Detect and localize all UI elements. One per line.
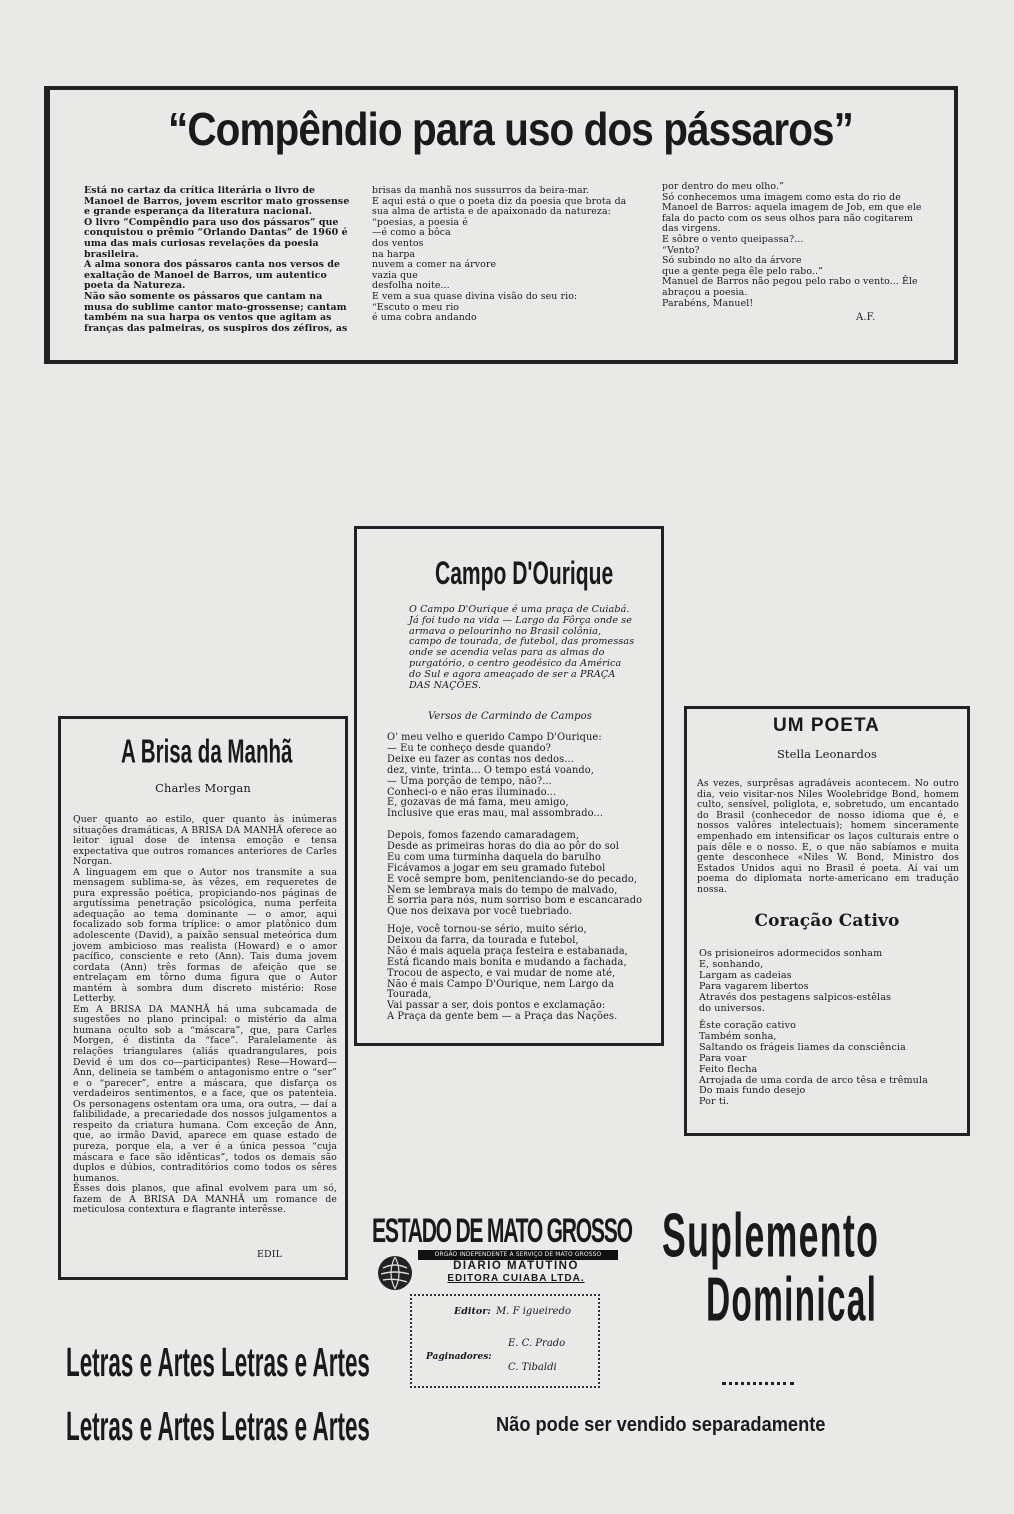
masthead-line-1: DIARIO MATUTINO xyxy=(453,1260,579,1272)
compendio-signature: A.F. xyxy=(856,312,876,323)
globe-icon xyxy=(378,1256,412,1290)
compendio-title: “Compêndio para uso dos pássaros” xyxy=(168,104,853,156)
compendio-column-1: Está no cartaz da crítica literária o livro de Manoel de Barros, jovem escritor mato grossense e grande esperança da literatura nacional. O livro “Compêndio para uso dos pássaros” que conquistou o prêmio “Orlando Dantas” de 1960 é uma das mais curiosas revelações da poesia brasileira. A alma sonora dos pássaros canta nos versos de exaltação de Manoel de Barros, um autentico poeta da Natureza. Não são somente os pássaros que cantam na musa do sublime cantor mato-grossense; cantam também na sua harpa os ventos que agitam as franças das palmeiras, os suspiros dos zéfiros, as xyxy=(84,185,350,334)
compendio-article xyxy=(44,86,958,364)
poeta-poem-title: Coração Cativo xyxy=(754,911,900,931)
editor-name: M. F igueiredo xyxy=(496,1306,571,1317)
letras-artes-line-1: Letras e Artes Letras e Artes xyxy=(66,1340,370,1386)
poeta-title: UM POETA xyxy=(773,715,880,736)
masthead-tagline: ORGÃO INDEPENDENTE A SERVIÇO DE MATO GROSSO xyxy=(434,1251,602,1258)
brisa-signature: EDIL xyxy=(257,1249,283,1260)
letras-artes-line-2: Letras e Artes Letras e Artes xyxy=(66,1404,370,1450)
brisa-body: Quer quanto ao estilo, quer quanto às inúmeras situações dramáticas, A BRISA DA MANHÃ oferece ao leitor igual dose de intensa emoção e tensa expectativa que outros romances anteriores de Carles Norgan. A linguagem em que o Autor nos transmite a sua mensagem sublima-se, às vêzes, em requeretes de pura expressão poética, propiciando-nos páginas de argutíssima penetração psicológica, numa perfeita adequação ao tema dominante — o amor, aqui focalizado sob forma tríplice: o amor platônico dum adolescente (David), a paixão sensual meteórica dum jovem ambicioso mas realista (Howard) e o amor pacífico, consciente e reto (Ann). Tais duma jovem cordata (Ann) três formas de afeição que se entrelaçam em tôrno duma figura que o Autor mantém à sombra dum discreto mistério: Rose Letterby. Em A BRISA DA MANHÃ há uma subcamada de sugestões no plano principal: o mistério da alma humana oculto sob a “máscara”, que, para Carles Morgen, é distinta da “face”. Paralelamente às relações triangulares (aliás quadrangulares, pois Devid é um dos co—participantes) Rese—Howard—Ann, delineia se também o antagonismo entre o “ser” e o “parecer”, entre a máscara, que disfarça os verdadeiros sentimentos, e a face, que os patenteia. Os personagens ostentam ora uma, ora outra, — daí a falibilidade, a precariedade dos nossos julgamentos a respeito da criatura humana. Com exceção de Ann, que, ao irmão David, aparece em quase estado de pureza, porque ela, a ver é a única pessoa “cuja máscara e face são idênticas”, todos os demais são duplos e dúbios, contraditórios como todos os sêres humanos. Êsses dois planos, que afinal evolvem para um só, fazem de A BRISA DA MANHÃ um romance de meticulosa contextura e flagrante interêsse. xyxy=(73,814,337,1216)
brisa-author: Charles Morgan xyxy=(155,781,251,795)
masthead-line-2: EDITORA CUIABA LTDA. xyxy=(447,1273,585,1284)
suplemento-line-1: Suplemento xyxy=(662,1201,880,1271)
campo-ourique-stanza-2: Depois, fomos fazendo camaradagem, Desde as primeiras horas do dia ao pôr do sol Eu com uma turminha daquela do barulho Ficávamos a jogar em seu gramado futebol E você sempre bom, penitenciando-se do pecado, Nem se lembrava mais do tempo de malvado, E sorria para nós, num sorriso bom e escancarado Que nos deixava por você tuebriado. xyxy=(387,830,643,918)
campo-ourique-credit: Versos de Carmindo de Campos xyxy=(427,711,593,722)
pag-label: Paginadores: xyxy=(426,1352,492,1362)
campo-ourique-intro: O Campo D'Ourique é uma praça de Cuiabá. Já foi tudo na vida — Largo da Fôrça onde se armava o pelourinho no Brasil colônia, campo de tourada, de futebol, das promessas onde se acendia velas para as almas do purgatório, o centro geodésico da América do Sul e agora ameaçado de ser a PRAÇA DAS NAÇÕES. xyxy=(409,604,635,691)
campo-ourique-stanza-3: Hoje, você tornou-se sério, muito sério, Deixou da farra, da tourada e futebol, Não é mais aquela praça festeira e estabanada, Está ficando mais bonita e mudando a fachada, Trocou de aspecto, e vai mudar de nome até, Não é mais Campo D'Ourique, nem Largo da Tourada, Vai passar a ser, dois pontos e exclamação: A Praça da gente bem — a Praça das Nações. xyxy=(387,924,628,1023)
suplemento-line-2: Dominical xyxy=(706,1265,878,1335)
campo-ourique-title: Campo D'Ourique xyxy=(435,555,614,591)
campo-ourique-stanza-1: O' meu velho e querido Campo D'Ourique: — Eu te conheço desde quando? Deixe eu fazer as contas nos dedos... dez, vinte, trinta... O tempo está voando, — Uma porção de tempo, não?... Conheci-o e não eras iluminado... E, gozavas de má fama, meu amigo, Inclusive que eras mau, mal assombrado... xyxy=(387,732,604,820)
brisa-title: A Brisa da Manhã xyxy=(121,733,293,770)
pag-name-2: C. Tibaldi xyxy=(508,1362,557,1373)
compendio-column-3: por dentro do meu olho.” Só conhecemos uma imagem como esta do rio de Manoel de Barros: aquela imagem de Job, em que ele fala do pacto com os seus olhos para não cogitarem das virgens. E sôbre o vento queipassa?... “Vento? Só subindo no alto da árvore que a gente pega êle pelo rabo..” Manuel de Barros não pegou pelo rabo o vento... Êle abraçou a poesia. Parabéns, Manuel! xyxy=(662,181,922,309)
brisa-article xyxy=(58,716,348,1280)
pag-name-1: E. C. Prado xyxy=(508,1338,566,1349)
poeta-author: Stella Leonardos xyxy=(776,747,878,761)
editor-label: Editor: xyxy=(454,1306,491,1317)
credits-box xyxy=(410,1294,600,1388)
compendio-column-2: brisas da manhã nos sussurros da beira-mar. E aqui está o que o poeta diz da poesia que brota da sua alma de artista e de apaixonado da natureza: “poesias, a poesia é —é como a bôca dos ventos na harpa nuvem a comer na árvore vazia que desfolha noite... E vem a sua quase divina visão do seu rio: “Escuto o meu rio é uma cobra andando xyxy=(372,185,627,324)
poeta-stanza-1: Os prisioneiros adormecidos sonham E, sonhando, Largam as cadeias Para vagarem libertos Através dos pestagens salpicos-estêlas do universos. xyxy=(699,948,892,1014)
poeta-body: As vezes, surprêsas agradáveis acontecem. No outro dia, veio visitar-nos Niles Woolebridge Bond, homem culto, sensível, poliglota, e, sobretudo, um encantado do Brasil (conhecedor de nosso idioma que é, e nossos valôres intelectuais); homem sinceramente empenhado em intensificar os laços culturais entre o país dêle e o nosso. E, o que não sabíamos e muita gente desconhece «Niles W. Bond, Ministro dos Estados Unidos aqui no Brasil é poeta. Aí vai um poema do diplomata norte-americano em tradução nossa. xyxy=(697,778,959,895)
poeta-stanza-2: Êste coração cativo Também sonha, Saltando os frágeis liames da consciência Para voar Feito flecha Arrojada de uma corda de arco têsa e trêmula Do mais fundo desejo Por ti. xyxy=(699,1020,928,1108)
suplemento-dots xyxy=(722,1382,794,1385)
campo-ourique-article xyxy=(354,526,664,1046)
suplemento-notice: Não pode ser vendido separadamente xyxy=(496,1414,826,1437)
poeta-article xyxy=(684,706,970,1136)
masthead-name: ESTADO DE MATO GROSSO xyxy=(372,1212,632,1250)
